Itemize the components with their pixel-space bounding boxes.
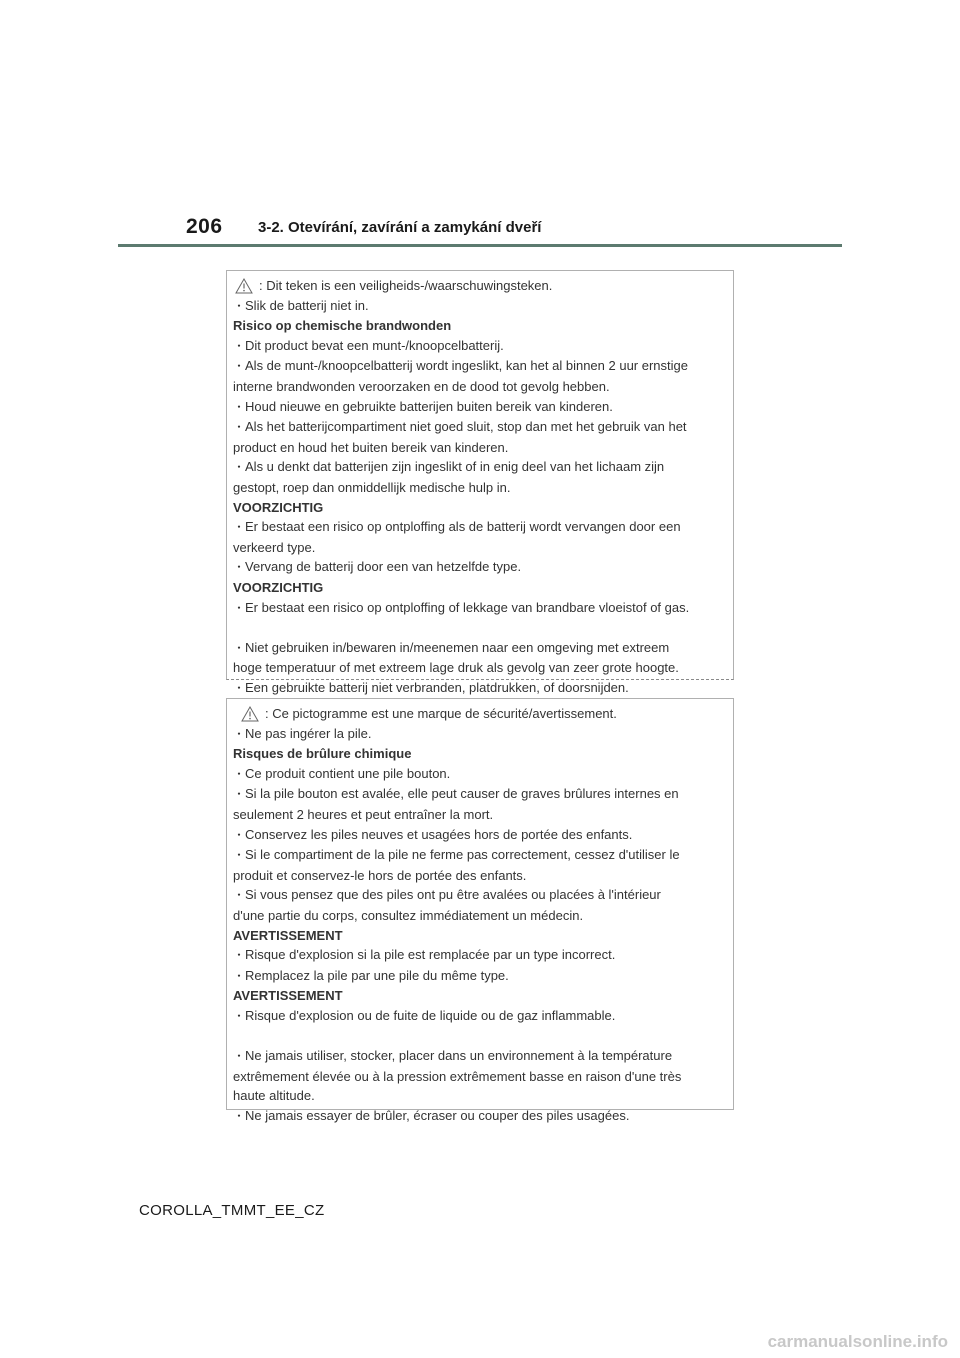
warning-line: ・ Si la pile bouton est avalée, elle peut causer de graves brûlures internes en — [233, 784, 727, 805]
warning-line: gestopt, roep dan onmiddellijk medische hulp in. — [233, 479, 511, 495]
warning-line: product en houd het buiten bereik van kinderen. — [233, 439, 509, 455]
warning-line: haute altitude. — [233, 1088, 315, 1104]
warning-line: ・ Als u denkt dat batterijen zijn ingeslikt of in enig deel van het lichaam zijn — [233, 457, 727, 478]
document-code: COROLLA_TMMT_EE_CZ — [139, 1202, 325, 1219]
warning-heading: Risques de brûlure chimique — [233, 746, 412, 762]
warning-line: ・ Risque d'explosion si la pile est remplacée par un type incorrect. — [233, 945, 727, 966]
warning-box-dutch — [226, 270, 734, 695]
warning-box-french — [226, 698, 734, 1123]
watermark: carmanualsonline.info — [767, 1332, 948, 1351]
warning-symbol-caption: : Ce pictogramme est une marque de sécurité/avertissement. — [265, 706, 617, 721]
warning-line: ・ Ne jamais essayer de brûler, écraser ou couper des piles usagées. — [233, 1106, 727, 1127]
warning-line: verkeerd type. — [233, 539, 316, 555]
warning-line: ・ Dit product bevat een munt-/knoopcelbatterij. — [233, 336, 727, 357]
warning-line: ・ Houd nieuwe en gebruikte batterijen buiten bereik van kinderen. — [233, 397, 727, 418]
warning-heading: VOORZICHTIG — [233, 579, 324, 595]
page-number: 206 — [186, 215, 223, 238]
warning-line: extrêmement élevée ou à la pression extrêmement basse en raison d'une très — [233, 1068, 682, 1084]
warning-heading: AVERTISSEMENT — [233, 927, 343, 943]
warning-line: ・ Si vous pensez que des piles ont pu être avalées ou placées à l'intérieur — [233, 885, 727, 906]
warning-triangle-icon — [241, 706, 259, 722]
warning-line: ・ Remplacez la pile par une pile du même type. — [233, 966, 727, 987]
warning-line: ・ Ne pas ingérer la pile. — [233, 724, 727, 745]
warning-line: ・ Er bestaat een risico op ontploffing als de batterij wordt vervangen door een — [233, 517, 727, 538]
warning-heading: Risico op chemische brandwonden — [233, 318, 452, 334]
warning-line: ・ Een gebruikte batterij niet verbranden, platdrukken, of doorsnijden. — [233, 678, 727, 699]
warning-line: interne brandwonden veroorzaken en de dood tot gevolg hebben. — [233, 378, 610, 394]
warning-line: ・ Si le compartiment de la pile ne ferme pas correctement, cessez d'utiliser le — [233, 845, 727, 866]
warning-line: ・ Conservez les piles neuves et usagées hors de portée des enfants. — [233, 825, 727, 846]
warning-heading: AVERTISSEMENT — [233, 988, 343, 1004]
warning-line: ・ Er bestaat een risico op ontploffing of lekkage van brandbare vloeistof of gas. — [233, 598, 727, 619]
warning-line: ・ Risque d'explosion ou de fuite de liquide ou de gaz inflammable. — [233, 1006, 727, 1027]
section-title: 3-2. Otevírání, zavírání a zamykání dveří — [258, 219, 542, 236]
warning-line: d'une partie du corps, consultez immédiatement un médecin. — [233, 907, 584, 923]
warning-line: ・ Slik de batterij niet in. — [233, 296, 727, 317]
warning-line: ・ Niet gebruiken in/bewaren in/meenemen naar een omgeving met extreem — [233, 638, 727, 659]
warning-line: ・ Als de munt-/knoopcelbatterij wordt ingeslikt, kan het al binnen 2 uur ernstige — [233, 356, 727, 377]
warning-line: produit et conservez-le hors de portée des enfants. — [233, 867, 527, 883]
header-rule — [118, 244, 842, 247]
warning-triangle-icon — [235, 278, 253, 294]
warning-line: hoge temperatuur of met extreem lage druk als gevolg van zeer grote hoogte. — [233, 660, 679, 676]
warning-line: ・ Vervang de batterij door een van hetzelfde type. — [233, 557, 727, 578]
warning-line: seulement 2 heures et peut entraîner la mort. — [233, 806, 494, 822]
warning-line: ・ Als het batterijcompartiment niet goed sluit, stop dan met het gebruik van het — [233, 417, 727, 438]
warning-line: ・ Ce produit contient une pile bouton. — [233, 764, 727, 785]
warning-line: ・ Ne jamais utiliser, stocker, placer dans un environnement à la température — [233, 1046, 727, 1067]
warning-heading: VOORZICHTIG — [233, 499, 324, 515]
warning-symbol-caption: : Dit teken is een veiligheids-/waarschuwingsteken. — [259, 278, 553, 293]
